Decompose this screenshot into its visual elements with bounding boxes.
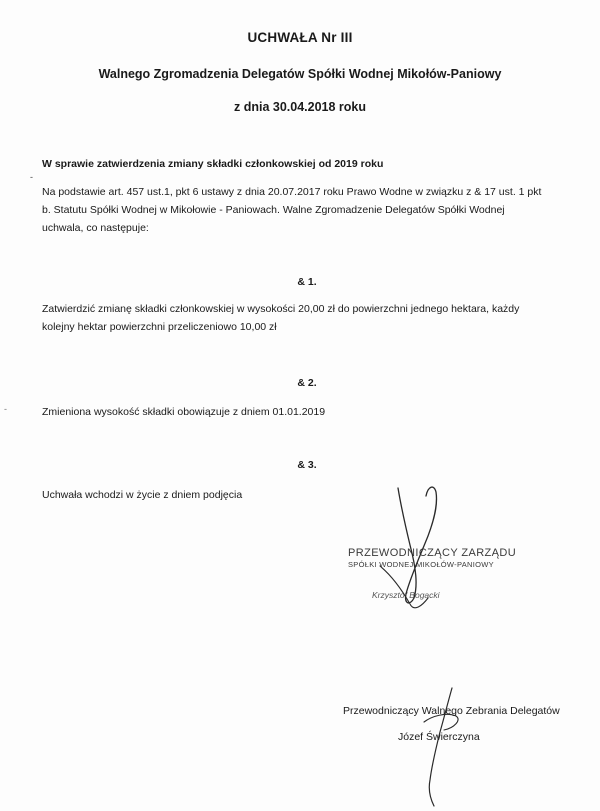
legal-basis-line: Na podstawie art. 457 ust.1, pkt 6 ustawy z dnia 20.07.2017 roku Prawo Wodne w związku z & 17 ust. 1 pkt xyxy=(42,186,542,198)
legal-basis-line: b. Statutu Spółki Wodnej w Mikołowie - Paniowach. Walne Zgromadzenie Delegatów Spółki Wodnej xyxy=(42,204,505,216)
assembly-signature-stroke xyxy=(429,688,452,806)
section-heading-3: & 3. xyxy=(297,459,317,471)
document-subtitle: Walnego Zgromadzenia Delegatów Spółki Wodnej Mikołów-Paniowy xyxy=(98,67,502,81)
stamp-name: Krzysztof Bogacki xyxy=(372,590,440,600)
board-signature-flourish xyxy=(380,566,428,608)
assembly-chairman-title: Przewodniczący Walnego Zebrania Delegatów xyxy=(343,705,560,717)
document-subject: W sprawie zatwierdzenia zmiany składki członkowskiej od 2019 roku xyxy=(42,158,384,170)
stamp-title: PRZEWODNICZĄCY ZARZĄDU xyxy=(348,547,517,559)
bullet-mark: - xyxy=(30,172,33,182)
section-heading-2: & 2. xyxy=(297,377,317,389)
board-signature-stroke xyxy=(398,487,437,603)
assembly-chairman-name: Józef Świerczyna xyxy=(398,731,480,743)
section-line: Zatwierdzić zmianę składki członkowskiej w wysokości 20,00 zł do powierzchni jednego hektara, każdy xyxy=(42,303,520,315)
section-line: Uchwała wchodzi w życie z dniem podjęcia xyxy=(42,489,243,501)
margin-mark: - xyxy=(4,404,7,414)
document-date: z dnia 30.04.2018 roku xyxy=(233,100,366,114)
section-line: kolejny hektar powierzchni przeliczeniowo 10,00 zł xyxy=(42,321,277,333)
stamp-organization: SPÓŁKI WODNEJ MIKOŁÓW-PANIOWY xyxy=(348,560,494,569)
document-title: UCHWAŁA Nr III xyxy=(247,30,353,45)
section-line: Zmieniona wysokość składki obowiązuje z dniem 01.01.2019 xyxy=(42,406,326,418)
section-heading-1: & 1. xyxy=(297,276,317,288)
legal-basis-line: uchwala, co następuje: xyxy=(42,222,149,234)
